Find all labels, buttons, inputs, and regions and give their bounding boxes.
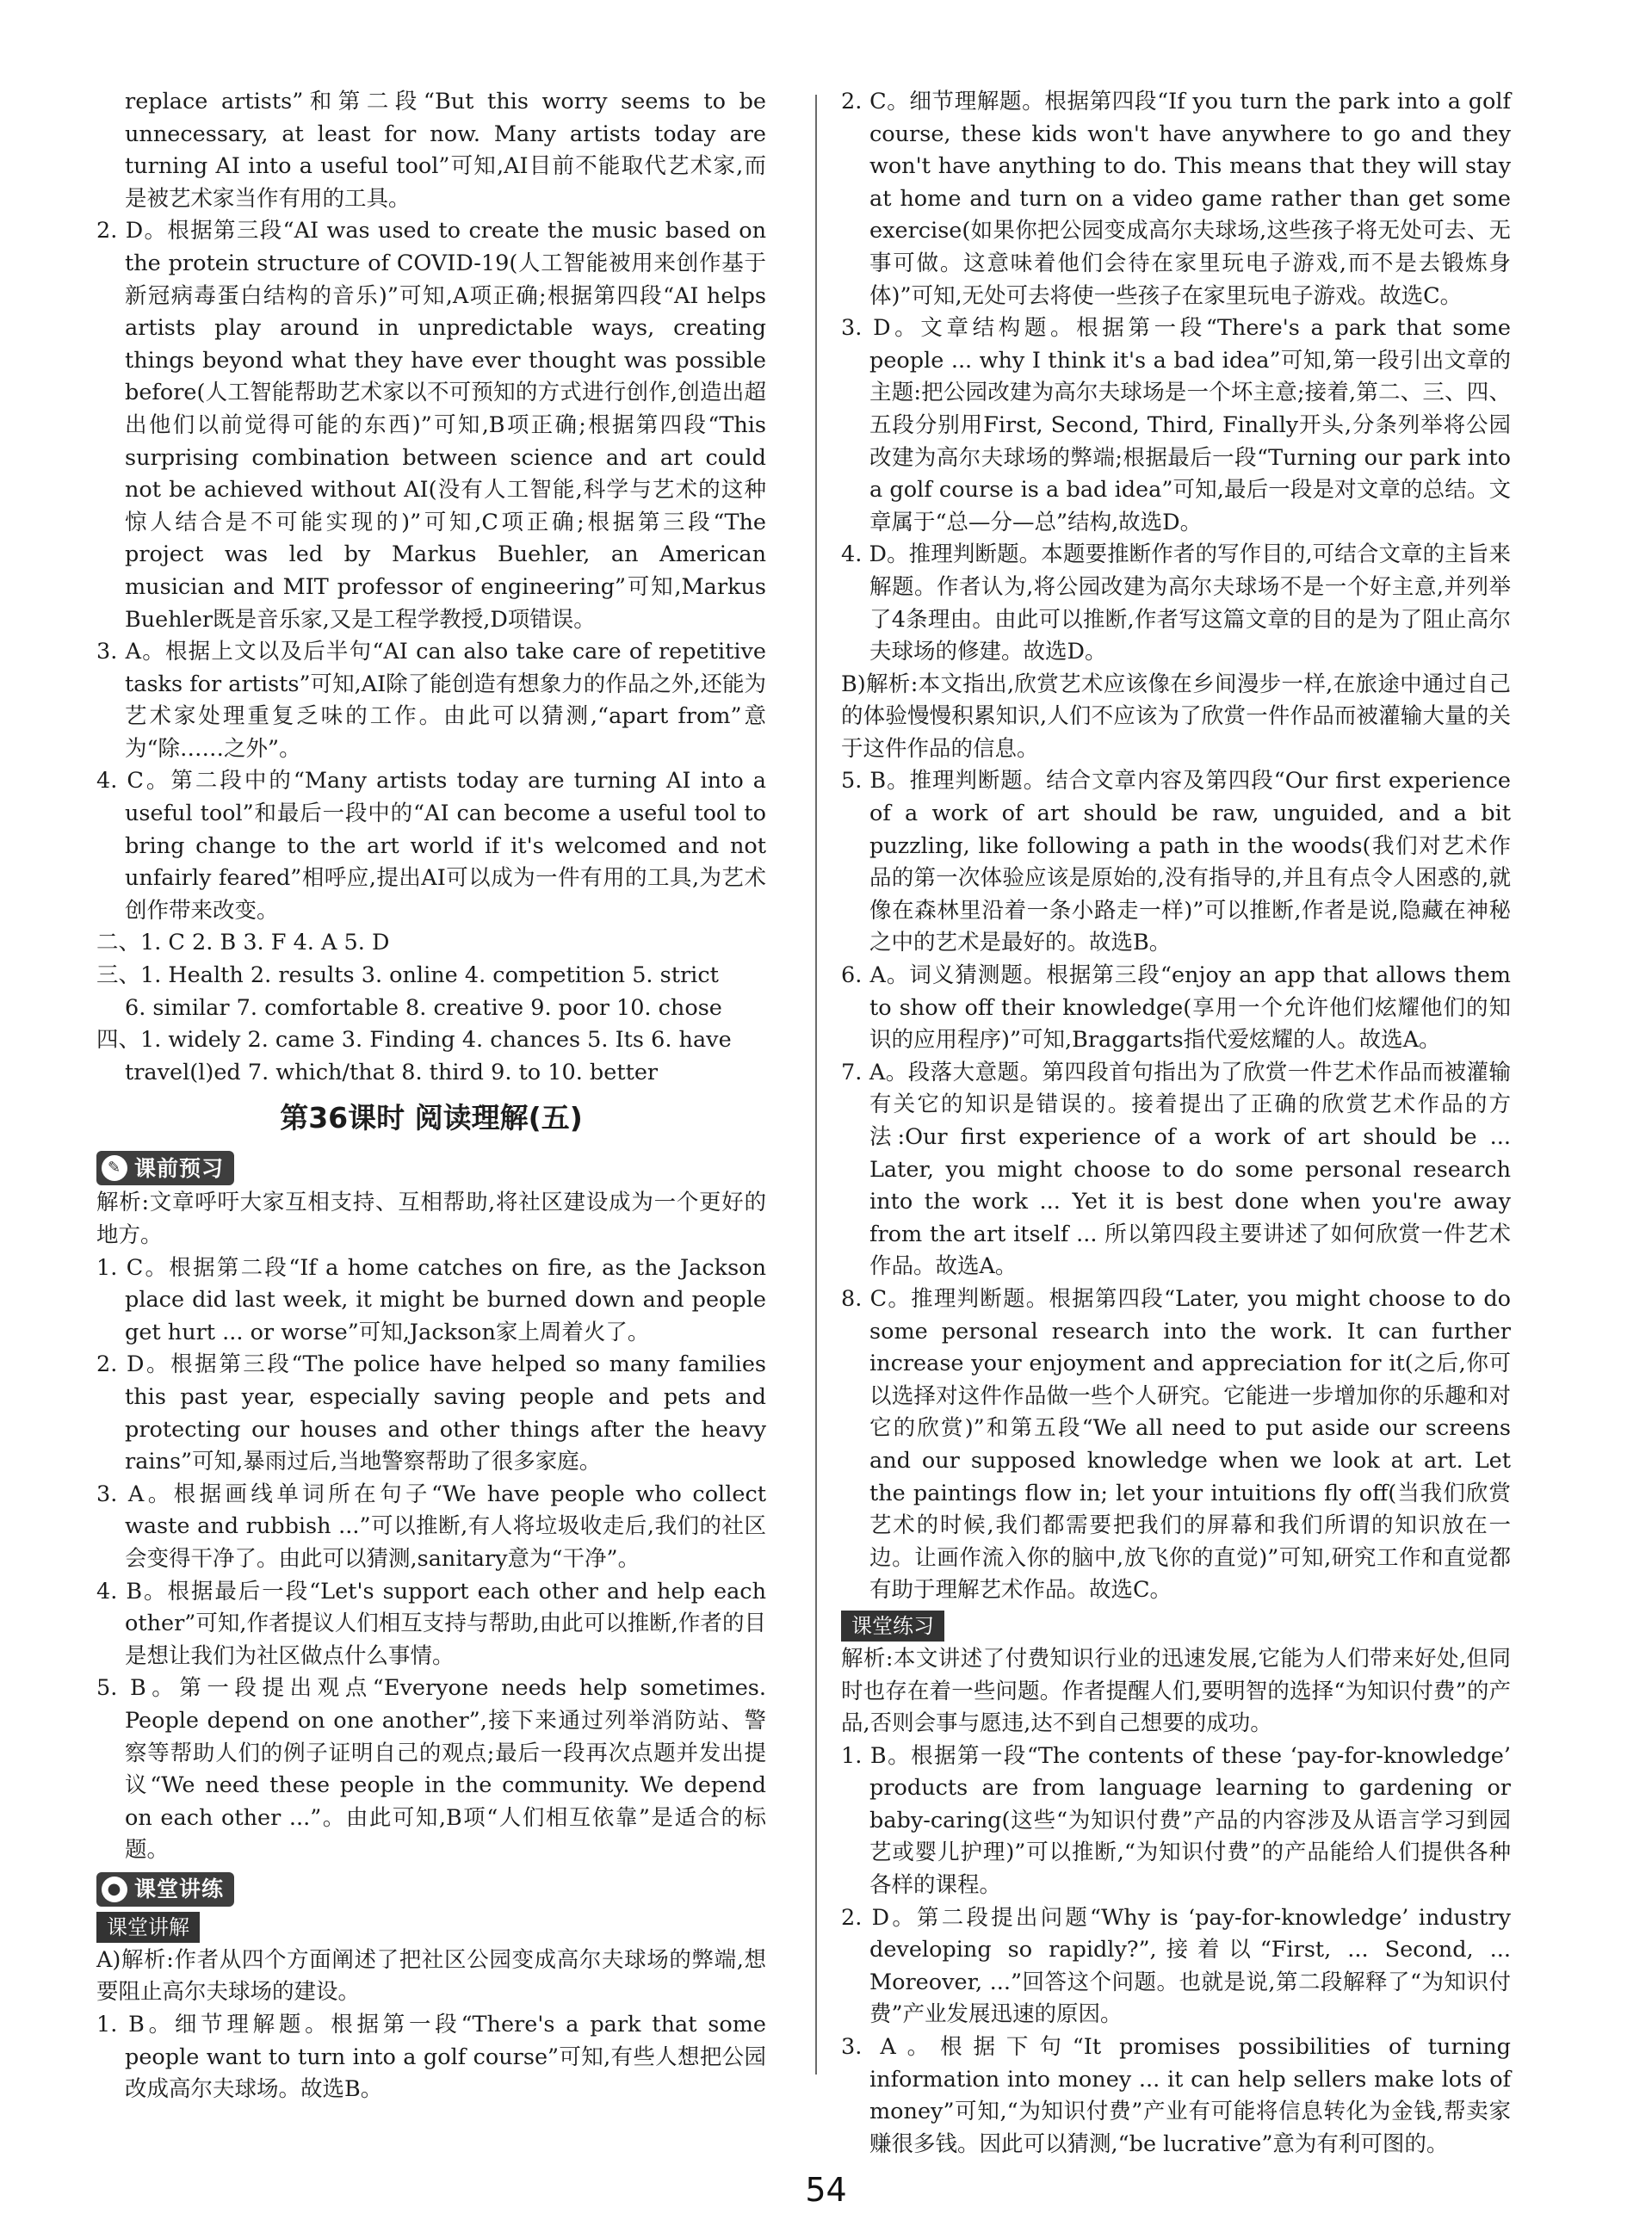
answer-paragraph: replace artists”和第二段“But this worry seems to be unnecessary, at least for now. Many artists today are turning AI into a useful tool”可知,AI目前不能取代艺术家,而是被艺术家当作有用的工具。 [125,89,766,212]
answer-item: 3. A。根据上文以及后半句“AI can also take care of repetitive tasks for artists”可知,AI除了能创造有想象力的作品之外,还能为艺术家处理重复乏味的工作。由此可以猜测,“apart from”意为“除……之外”。 [96,639,766,762]
answer-item: 5. B。第一段提出观点“Everyone needs help sometimes. People depend on one another”,接下来通过列举消防站、警察等帮助人们的例子证明自己的观点;最后一段再次点题并发出提议“We need these people in the community. We depend on each other ...”。由此可知,B项“人们相互依靠”是适合的标题。 [96,1675,766,1864]
lesson-title: 第36课时 阅读理解(五) [280,1101,583,1135]
answer-item: 3. D。文章结构题。根据第一段“There's a park that some people ... why I think it's a bad idea”可知,第一段引出文章的主题:把公园改建为高尔夫球场是一个坏主意;接着,第二、三、四、五段分别用First, Second, Third, Finally开头,分条列举将公园改建为高尔夫球场的弊端;根据最后一段“Turning our park into a golf course is a bad idea”可知,最后一段是对文章的总结。文章属于“总—分—总”结构,故选D。 [841,315,1511,535]
section-badge-preview [96,1151,234,1185]
answer-item: 5. B。推理判断题。结合文章内容及第四段“Our first experience of a work of art should be raw, unguided, and a bit puzzling, like following a path in the woods(我们对艺术作品的第一次体验应该是原始的,没有指导的,并且有点令人困惑的,就像在森林里沿着一条小路走一样)”可以推断,作者是说,隐藏在神秘之中的艺术是最好的。故选B。 [841,768,1511,956]
answer-item: 1. B。根据第一段“The contents of these ‘pay-for-knowledge’ products are from language learning to gardening or baby-caring(这些“为知识付费”产品的内容涉及从语言学习到园艺或婴儿护理)”可以推断,“为知识付费”的产品能给人们提供各种各样的课程。 [841,1742,1511,1899]
answer-item: 7. A。段落大意题。第四段首句指出为了欣赏一件艺术作品而被灌输有关它的知识是错误的。接着提出了正确的欣赏艺术作品的方法:Our first experience of a work of art should be ... Later, you might choose to do some personal research into the work ... Yet it is best done when you're away from the art itself ... 所以第四段主要讲述了如何欣赏一件艺术作品。故选A。 [841,1059,1511,1280]
column-divider [815,95,817,2075]
passage-intro: 解析:本文讲述了付费知识行业的迅速发展,它能为人们带来好处,但同时也存在着一些问题。作者提醒人们,要明智的选择“为知识付费”的产品,否则会事与愿违,达不到自己想要的成功。 [841,1645,1511,1737]
answer-item: 2. D。第二段提出问题“Why is ‘pay-for-knowledge’ industry developing so rapidly?”,接着以“First, ... Second, ... Moreover, ...”回答这个问题。也就是说,第二段解释了“为知识付费”产业发展迅速的原因。 [841,1904,1511,2028]
section-badge-lecture [96,1872,234,1907]
answer-item: 2. D。根据第三段“AI was used to create the music based on the protein structure of COVID-19(人工智能被用来创作基于新冠病毒蛋白结构的音乐)”可知,A项正确;根据第四段“AI helps artists play around in unpredictable ways, creating things beyond what they have ever thought was possible before(人工智能帮助艺术家以不可预知的方式进行创作,创造出超出他们以前觉得可能的东西)”可知,B项正确;根据第四段“This surprising combination between science and art could not be achieved without AI(没有人工智能,科学与艺术的这种惊人结合是不可能实现的)”可知,C项正确;根据第三段“The project was led by Markus Buehler, an American musician and MIT professor of engineering”可知,Markus Buehler既是音乐家,又是工程学教授,D项错误。 [96,218,766,633]
ball-icon: ● [102,1877,127,1902]
answer-item: 1. C。根据第二段“If a home catches on fire, as the Jackson place did last week, it might be burned down and people get hurt ... or worse”可知,Jackson家上周着火了。 [96,1254,766,1345]
subsection-tag: 课堂练习 [841,1611,944,1642]
right-column [841,86,1511,2161]
answer-item: 4. B。根据最后一段“Let's support each other and help each other”可知,作者提议人们相互支持与帮助,由此可以推断,作者的目是想让我们为社区做点什么事情。 [96,1578,766,1669]
answer-item: 3. A。根据下句“It promises possibilities of turning information into money ... it can help sellers make lots of money”可知,“为知识付费”产业有可能将信息转化为金钱,帮卖家赚很多钱。因此可以猜测,“be lucrative”意为有利可图的。 [841,2034,1511,2157]
answer-item: 2. C。细节理解题。根据第四段“If you turn the park into a golf course, these kids won't have anywhere to go and they won't have anything to do. This means that they will stay at home and turn on a video game rather than get some exercise(如果你把公园变成高尔夫球场,这些孩子将无处可去、无事可做。这意味着他们会待在家里玩电子游戏,而不是去锻炼身体)”可知,无处可去将使一些孩子在家里玩电子游戏。故选C。 [841,89,1511,309]
answer-item: 4. C。第二段中的“Many artists today are turning AI into a useful tool”和最后一段中的“AI can become a useful tool to bring change to the art world if it's welcomed and not unfairly feared”相呼应,提出AI可以成为一件有用的工具,为艺术创作带来改变。 [96,768,766,924]
answer-item: 6. A。词义猜测题。根据第三段“enjoy an app that allows them to show off their knowledge(享用一个允许他们炫耀他们的知识的应用程序)”可知,Braggarts指代爱炫耀的人。故选A。 [841,962,1511,1054]
answer-item: 8. C。推理判断题。根据第四段“Later, you might choose to do some personal research into the work. It can further increase your enjoyment and appreciation for it(之后,你可以选择对这件作品做一些个人研究。它能进一步增加你的乐趣和对它的欣赏)”和第五段“We all need to put aside our screens and our supposed knowledge when we look at art. Let the paintings flow in; let your intuitions fly off(当我们欣赏艺术的时候,我们都需要把我们的屏幕和我们所谓的知识放在一边。让画作流入你的脑中,放飞你的直觉)”可知,研究工作和直觉都有助于理解艺术作品。故选C。 [841,1285,1511,1604]
answer-item: 2. D。根据第三段“The police have helped so many families this past year, especially saving people and pets and protecting our houses and other things after the heavy rains”可知,暴雨过后,当地警察帮助了很多家庭。 [96,1351,766,1475]
answer-item: 1. B。细节理解题。根据第一段“There's a park that some people want to turn into a golf course”可知,有些人想把公园改成高尔夫球场。故选B。 [96,2012,766,2103]
answer-section-4-line2: travel(l)ed 7. which/that 8. third 9. to 10. better [125,1059,659,1085]
passage-intro: B)解析:本文指出,欣赏艺术应该像在乡间漫步一样,在旅途中通过自己的体验慢慢积累知识,人们不应该为了欣赏一件作品而被灌输大量的关于这件作品的信息。 [841,671,1511,762]
answer-section-3-line2: 6. similar 7. comfortable 8. creative 9. poor 10. chose [125,994,722,1021]
answer-item: 3. A。根据画线单词所在句子“We have people who collect waste and rubbish ...”可以推断,有人将垃圾收走后,我们的社区会变得干净了。由此可以猜测,sanitary意为“干净”。 [96,1481,766,1572]
leaf-icon: ✎ [102,1155,127,1181]
answer-section-2: 二、1. C 2. B 3. F 4. A 5. D [96,930,390,956]
answer-item: 4. D。推理判断题。本题要推断作者的写作目的,可结合文章的主旨来解题。作者认为,将公园改建为高尔夫球场不是一个好主意,并列举了4条理由。由此可以推断,作者写这篇文章的目的是为了阻止高尔夫球场的修建。故选D。 [841,541,1511,665]
passage-intro: A)解析:作者从四个方面阐述了把社区公园变成高尔夫球场的弊端,想要阻止高尔夫球场的建设。 [96,1946,767,2006]
page-number: 54 [805,2171,847,2209]
answer-section-4-line1: 四、1. widely 2. came 3. Finding 4. chances 5. Its 6. have [96,1027,732,1054]
subsection-tag: 课堂讲解 [96,1912,200,1943]
left-column [96,86,766,2106]
badge-label: 课堂讲练 [134,1877,225,1902]
answer-section-3-line1: 三、1. Health 2. results 3. online 4. competition 5. strict [96,962,719,989]
passage-intro: 解析:文章呼吁大家互相支持、互相帮助,将社区建设成为一个更好的地方。 [96,1190,766,1248]
badge-label: 课前预习 [134,1155,225,1181]
